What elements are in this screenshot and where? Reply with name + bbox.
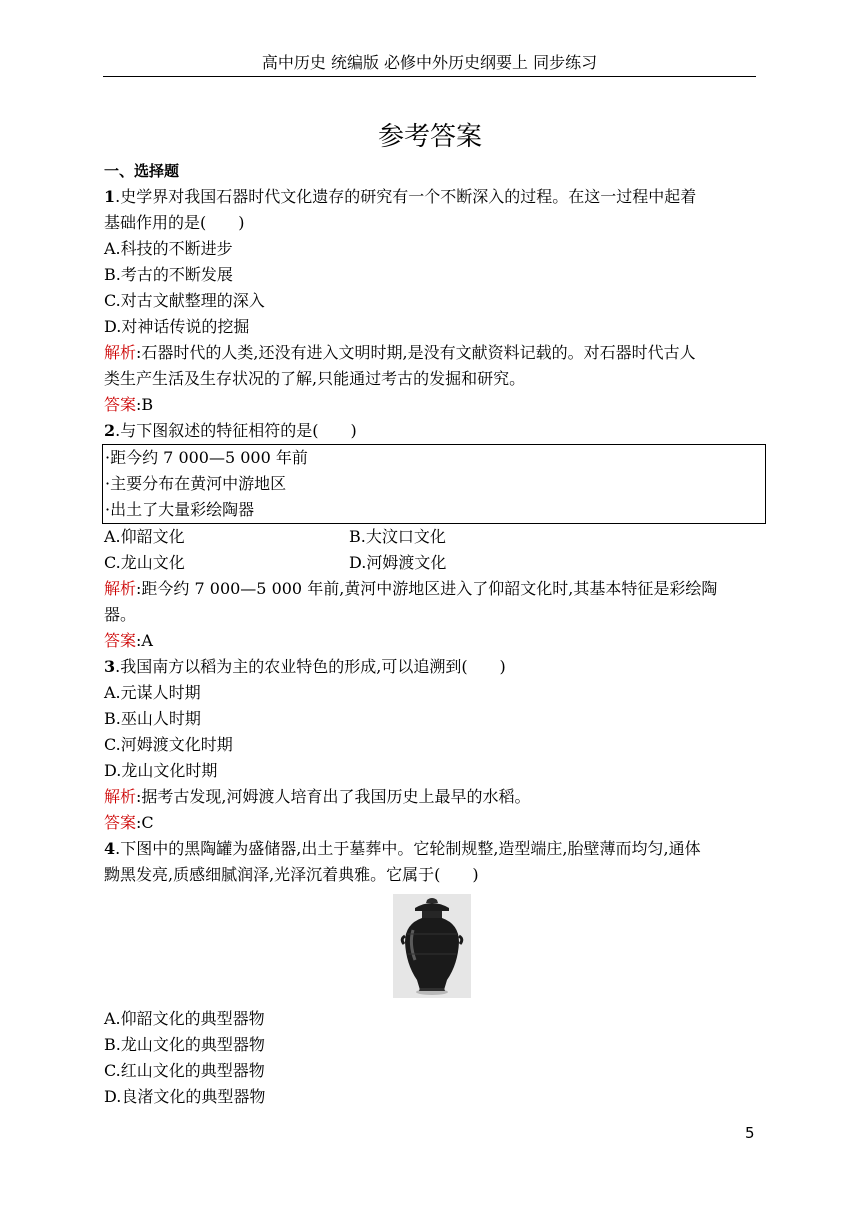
question-1-analysis-2: 类生产生活及生存状况的了解,只能通过考古的发掘和研究。 xyxy=(104,369,526,388)
question-2-option-c: C.龙山文化 xyxy=(104,553,185,572)
question-2-option-a: A.仰韶文化 xyxy=(104,527,185,546)
answer-label: 答案 xyxy=(104,395,137,414)
analysis-label: 解析 xyxy=(104,787,137,806)
question-4-number: 4 xyxy=(104,839,116,858)
question-2-line xyxy=(104,418,760,444)
question-4-option-c: C.红山文化的典型器物 xyxy=(104,1061,265,1080)
answer-value: :A xyxy=(136,631,153,650)
question-2-answer xyxy=(104,628,760,654)
black-pottery-jar-icon xyxy=(393,894,471,998)
section-heading: 一、选择题 xyxy=(104,162,180,180)
question-3-option-b: B.巫山人时期 xyxy=(104,709,201,728)
question-4-line-1 xyxy=(104,836,760,862)
question-1-option-a: A.科技的不断进步 xyxy=(104,239,233,258)
question-2-analysis-2: 器。 xyxy=(104,605,137,624)
question-1-option-b: B.考古的不断发展 xyxy=(104,265,233,284)
feature-line-3: ·出土了大量彩绘陶器 xyxy=(105,500,255,519)
document-body xyxy=(104,158,760,1110)
question-2-option-b: B.大汶口文化 xyxy=(349,527,446,546)
analysis-text: :石器时代的人类,还没有进入文明时期,是没有文献资料记载的。对石器时代古人 xyxy=(136,343,696,362)
answer-value: :C xyxy=(136,813,154,832)
page-header: 高中历史 统编版 必修中外历史纲要上 同步练习 xyxy=(103,52,756,77)
feature-line-1: ·距今约 7 000—5 000 年前 xyxy=(105,448,308,467)
question-2-text: .与下图叙述的特征相符的是( ) xyxy=(115,421,357,440)
answer-label: 答案 xyxy=(104,631,137,650)
question-3-analysis xyxy=(104,784,760,810)
question-2-options-row-2 xyxy=(104,550,760,576)
question-2-feature-box xyxy=(102,444,766,524)
question-1-line-1 xyxy=(104,184,760,210)
question-2-option-d: D.河姆渡文化 xyxy=(349,553,447,572)
page-number: 5 xyxy=(745,1124,755,1142)
question-3-option-a: A.元谋人时期 xyxy=(104,683,201,702)
question-2-number: 2 xyxy=(104,421,116,440)
page-title: 参考答案 xyxy=(377,122,482,152)
analysis-label: 解析 xyxy=(104,579,137,598)
question-3-text: .我国南方以稻为主的农业特色的形成,可以追溯到( ) xyxy=(115,657,506,676)
question-1-answer xyxy=(104,392,760,418)
answer-label: 答案 xyxy=(104,813,137,832)
feature-line-2: ·主要分布在黄河中游地区 xyxy=(105,474,287,493)
question-1-option-c: C.对古文献整理的深入 xyxy=(104,291,265,310)
question-3-option-c: C.河姆渡文化时期 xyxy=(104,735,233,754)
analysis-text: :据考古发现,河姆渡人培育出了我国历史上最早的水稻。 xyxy=(136,787,531,806)
question-2-analysis-1 xyxy=(104,576,760,602)
question-2-options-row-1 xyxy=(104,524,760,550)
question-3-number: 3 xyxy=(104,657,116,676)
question-1-analysis-1 xyxy=(104,340,760,366)
question-1-option-d: D.对神话传说的挖掘 xyxy=(104,317,250,336)
question-1-number: 1 xyxy=(104,187,116,206)
black-pottery-jar-image xyxy=(393,894,471,998)
question-4-text-1: .下图中的黑陶罐为盛储器,出土于墓葬中。它轮制规整,造型端庄,胎壁薄而均匀,通体 xyxy=(115,839,701,858)
question-1-text-1: .史学界对我国石器时代文化遗存的研究有一个不断深入的过程。在这一过程中起着 xyxy=(115,187,697,206)
analysis-label: 解析 xyxy=(104,343,137,362)
question-3-option-d: D.龙山文化时期 xyxy=(104,761,218,780)
question-3-answer xyxy=(104,810,760,836)
answer-value: :B xyxy=(136,395,154,414)
question-3-line xyxy=(104,654,760,680)
question-4-option-a: A.仰韶文化的典型器物 xyxy=(104,1009,265,1028)
question-1-text-2: 基础作用的是( ) xyxy=(104,213,245,232)
question-4-option-b: B.龙山文化的典型器物 xyxy=(104,1035,265,1054)
question-4-text-2: 黝黑发亮,质感细腻润泽,光泽沉着典雅。它属于( ) xyxy=(104,865,479,884)
question-4-option-d: D.良渚文化的典型器物 xyxy=(104,1087,266,1106)
figure-container xyxy=(104,888,760,1006)
analysis-text: :距今约 7 000—5 000 年前,黄河中游地区进入了仰韶文化时,其基本特征是彩绘陶 xyxy=(136,579,718,598)
